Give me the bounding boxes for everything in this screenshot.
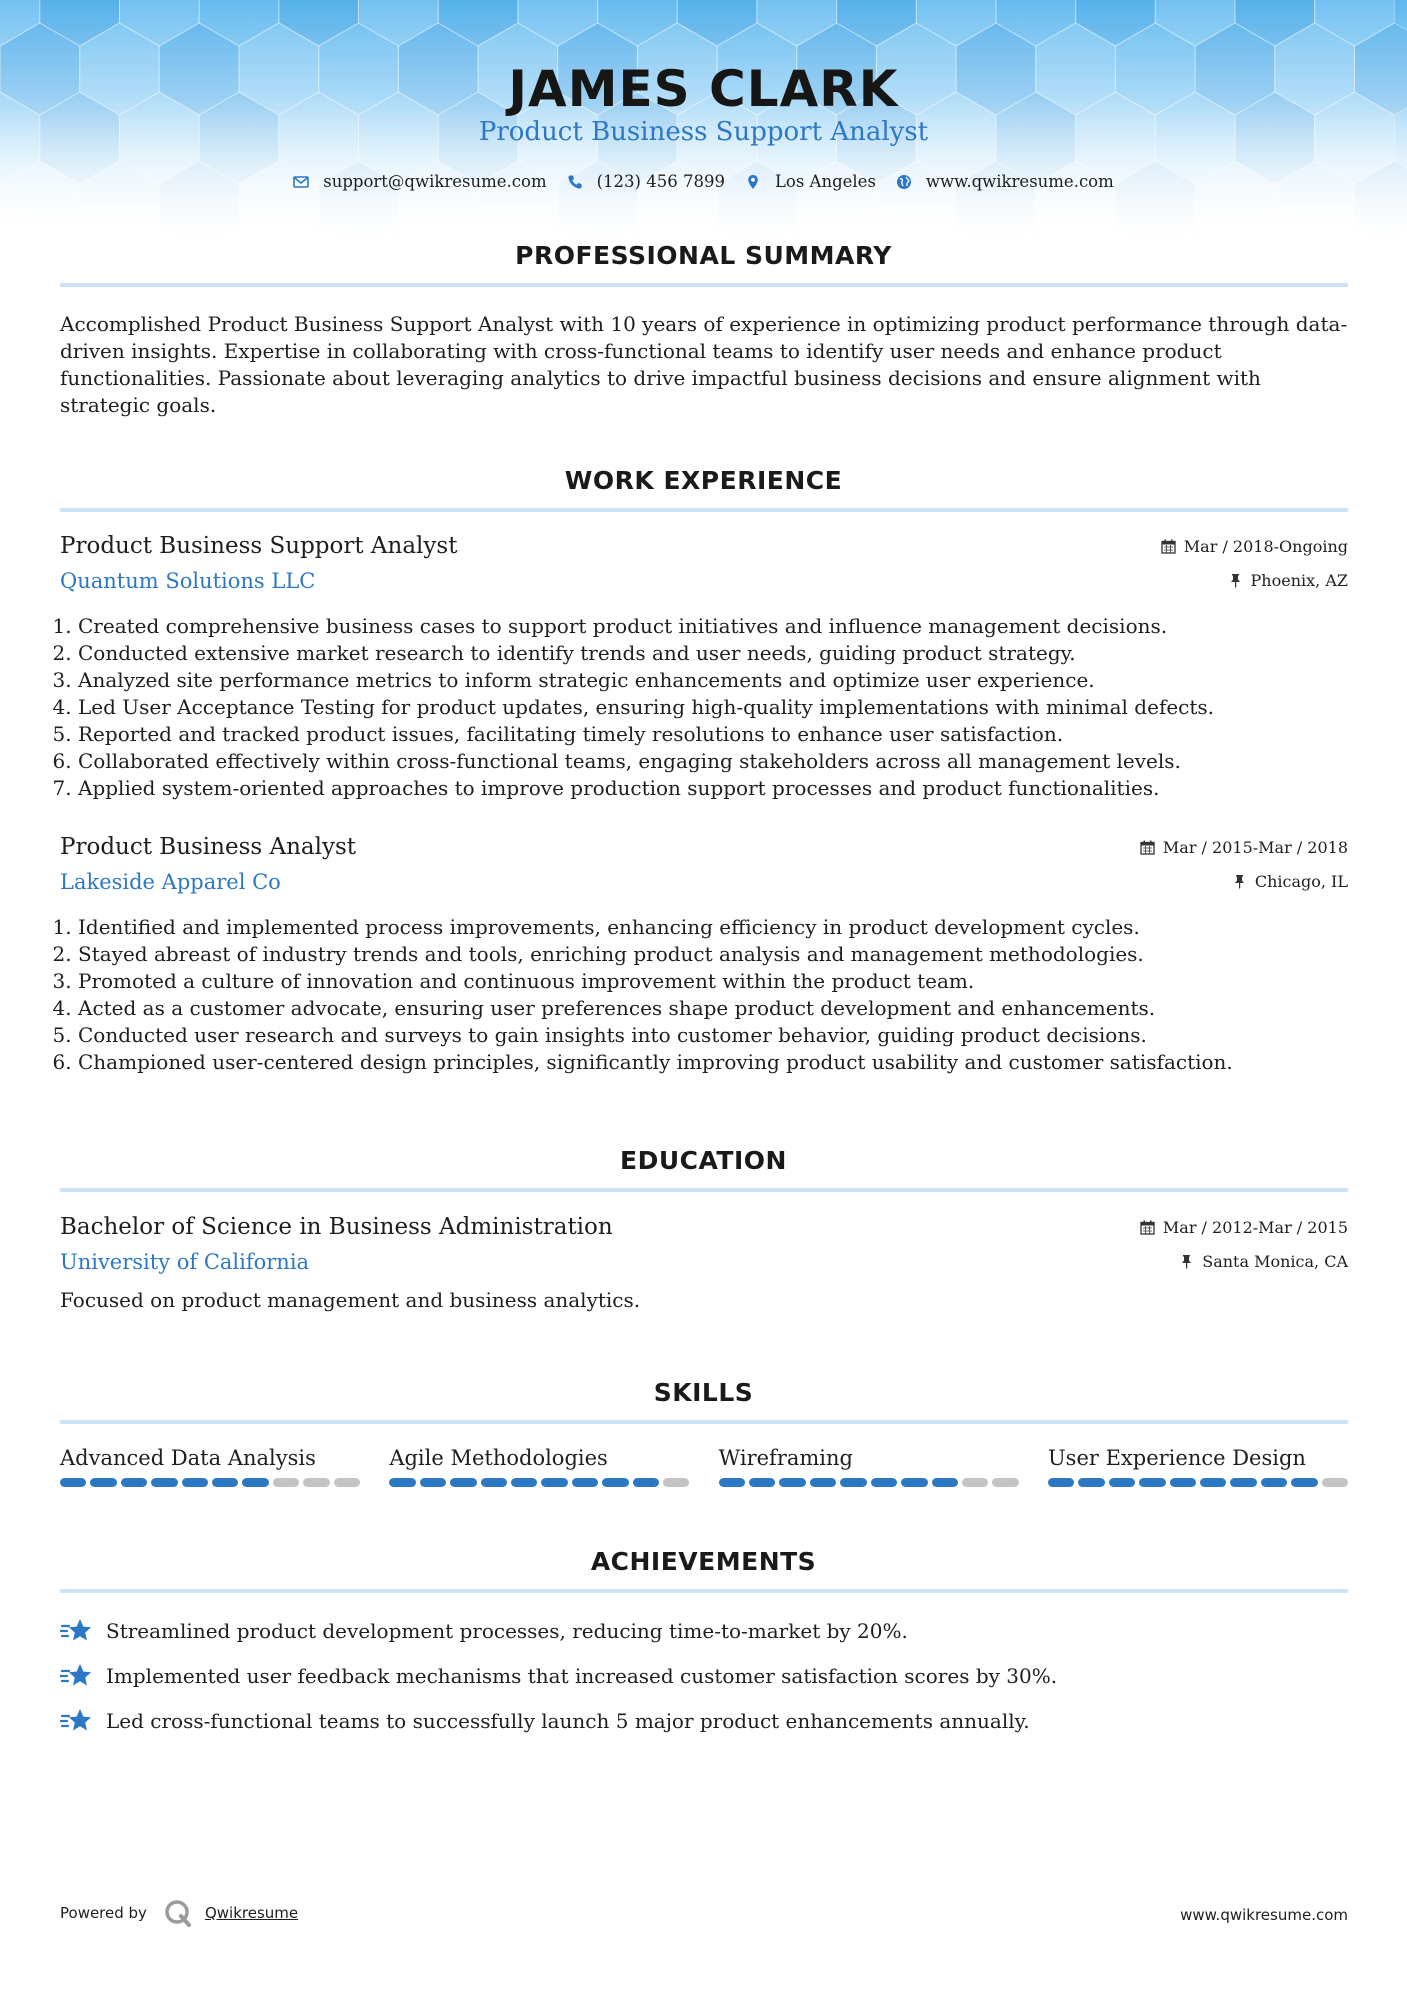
job-bullet: 3. Promoted a culture of innovation and continuous improvement within the product team.	[78, 968, 1348, 995]
candidate-name: JAMES CLARK	[508, 60, 899, 118]
skill-level-segment	[511, 1478, 537, 1487]
skill-item	[1048, 1446, 1348, 1487]
contact-location-text: Los Angeles	[774, 172, 876, 191]
job-location	[1232, 872, 1348, 891]
contact-email-text: support@qwikresume.com	[323, 172, 547, 191]
job-role: Product Business Support Analyst	[60, 533, 458, 559]
shooting-star-icon	[60, 1707, 92, 1735]
job-company: Lakeside Apparel Co	[60, 870, 281, 894]
section-divider	[60, 1420, 1348, 1424]
skill-level-segment	[481, 1478, 507, 1487]
section-divider	[60, 508, 1348, 512]
achievement-item	[60, 1617, 1348, 1645]
education-location	[1179, 1252, 1348, 1271]
pushpin-icon	[1228, 573, 1243, 588]
job-bullets	[60, 914, 1348, 1076]
skill-level-segment	[1261, 1478, 1287, 1487]
skill-level-segment	[151, 1478, 177, 1487]
skill-name: Wireframing	[718, 1446, 853, 1470]
education-description: Focused on product management and business analytics.	[60, 1288, 641, 1312]
contact-phone[interactable]	[567, 172, 725, 191]
achievement-text: Led cross-functional teams to successfully launch 5 major product enhancements annually.	[106, 1709, 1030, 1733]
achievement-item	[60, 1662, 1348, 1690]
job-bullet: 1. Created comprehensive business cases to support product initiatives and influence management decisions.	[78, 613, 1348, 640]
section-title-education: EDUCATION	[620, 1146, 787, 1175]
job-bullet: 2. Conducted extensive market research to identify trends and user needs, guiding product strategy.	[78, 640, 1348, 667]
skill-level-segment	[212, 1478, 238, 1487]
skill-name: Advanced Data Analysis	[60, 1446, 316, 1470]
job-dates-text: Mar / 2015-Mar / 2018	[1162, 838, 1348, 857]
contact-location	[745, 172, 876, 191]
skill-level-segment	[1170, 1478, 1196, 1487]
skills-list	[60, 1446, 1348, 1487]
skill-level-segment	[1230, 1478, 1256, 1487]
footer-powered-by	[60, 1898, 298, 1928]
skill-level-segment	[90, 1478, 116, 1487]
contact-website-text: www.qwikresume.com	[925, 172, 1114, 191]
skill-item	[389, 1446, 689, 1487]
skill-level-segment	[1200, 1478, 1226, 1487]
skill-name: User Experience Design	[1047, 1446, 1306, 1470]
skill-level-segment	[1048, 1478, 1074, 1487]
skill-level-segment	[810, 1478, 836, 1487]
job-bullet: 4. Led User Acceptance Testing for product updates, ensuring high-quality implementations with minimal defects.	[78, 694, 1348, 721]
skill-level-segment	[420, 1478, 446, 1487]
skill-level-segment	[633, 1478, 659, 1487]
section-title-achievements: ACHIEVEMENTS	[590, 1547, 817, 1576]
skill-level-segment	[1139, 1478, 1165, 1487]
job-bullet: 5. Conducted user research and surveys to gain insights into customer behavior, guiding product decisions.	[78, 1022, 1348, 1049]
pushpin-icon	[1179, 1254, 1194, 1269]
skill-level-segment	[992, 1478, 1018, 1487]
education-dates	[1140, 1218, 1348, 1237]
job-bullet: 7. Applied system-oriented approaches to improve production support processes and product functionalities.	[78, 775, 1348, 802]
skill-level-segment	[389, 1478, 415, 1487]
skill-level-segment	[541, 1478, 567, 1487]
job-location	[1228, 571, 1348, 590]
skill-level-segment	[932, 1478, 958, 1487]
skill-level-segment	[962, 1478, 988, 1487]
calendar-icon	[1161, 539, 1176, 554]
globe-icon	[896, 174, 912, 190]
candidate-title: Product Business Support Analyst	[478, 117, 929, 147]
job-entry	[60, 533, 1348, 802]
job-bullet: 6. Collaborated effectively within cross-functional teams, engaging stakeholders across all management levels.	[78, 748, 1348, 775]
job-location-text: Chicago, IL	[1254, 872, 1348, 891]
envelope-icon	[293, 174, 309, 190]
contact-phone-text: (123) 456 7899	[596, 172, 725, 191]
summary-text: Accomplished Product Business Support Analyst with 10 years of experience in optimizing product performance through data-driven insights. Expertise in collaborating with cross-functional teams to identify user needs and enhance product functionalities. Passionate about leveraging analytics to drive impactful business decisions and ensure alignment with strategic goals.	[60, 312, 1348, 417]
section-divider	[60, 283, 1348, 287]
job-entry	[60, 834, 1348, 1076]
skill-level-segment	[60, 1478, 86, 1487]
skill-level-segment	[749, 1478, 775, 1487]
footer-url[interactable]: www.qwikresume.com	[1180, 1906, 1348, 1924]
powered-by-label: Powered by	[60, 1904, 147, 1922]
skill-level-segment	[303, 1478, 329, 1487]
job-dates	[1161, 537, 1348, 556]
section-divider	[60, 1589, 1348, 1593]
skill-name: Agile Methodologies	[389, 1446, 608, 1470]
achievement-item	[60, 1707, 1348, 1735]
job-location-text: Phoenix, AZ	[1250, 571, 1348, 590]
skill-level-bar	[719, 1478, 1019, 1487]
job-bullet: 4. Acted as a customer advocate, ensuring user preferences shape product development and enhancements.	[78, 995, 1348, 1022]
skill-level-segment	[1291, 1478, 1317, 1487]
skill-level-bar	[389, 1478, 689, 1487]
skill-level-segment	[182, 1478, 208, 1487]
skill-level-segment	[334, 1478, 360, 1487]
brand-link[interactable]: Qwikresume	[204, 1904, 299, 1922]
skill-level-segment	[242, 1478, 268, 1487]
job-bullet: 3. Analyzed site performance metrics to inform strategic enhancements and optimize user experience.	[78, 667, 1348, 694]
contact-bar	[0, 172, 1407, 191]
calendar-icon	[1140, 1220, 1155, 1235]
skill-level-segment	[1078, 1478, 1104, 1487]
skill-level-bar	[60, 1478, 360, 1487]
map-pin-icon	[745, 174, 761, 190]
contact-email[interactable]	[293, 172, 546, 191]
education-entry	[60, 1214, 1348, 1312]
skill-level-segment	[572, 1478, 598, 1487]
skill-level-segment	[1109, 1478, 1135, 1487]
skill-level-segment	[602, 1478, 628, 1487]
section-title-skills: SKILLS	[653, 1378, 754, 1407]
achievement-text: Implemented user feedback mechanisms that increased customer satisfaction scores by 30%.	[106, 1664, 1058, 1688]
shooting-star-icon	[60, 1662, 92, 1690]
skill-level-segment	[450, 1478, 476, 1487]
job-role: Product Business Analyst	[60, 834, 357, 860]
skill-level-segment	[273, 1478, 299, 1487]
pushpin-icon	[1232, 874, 1247, 889]
shooting-star-icon	[60, 1617, 92, 1645]
education-school: University of California	[60, 1250, 310, 1274]
job-bullet: 6. Championed user-centered design principles, significantly improving product usability and customer satisfaction.	[78, 1049, 1348, 1076]
section-title-summary: PROFESSIONAL SUMMARY	[515, 241, 892, 270]
education-dates-text: Mar / 2012-Mar / 2015	[1162, 1218, 1348, 1237]
education-degree: Bachelor of Science in Business Administration	[60, 1214, 613, 1240]
job-bullets	[60, 613, 1348, 802]
skill-item	[60, 1446, 360, 1487]
job-bullet: 2. Stayed abreast of industry trends and tools, enriching product analysis and management methodologies.	[78, 941, 1348, 968]
contact-website[interactable]	[896, 172, 1114, 191]
job-bullet: 1. Identified and implemented process improvements, enhancing efficiency in product development cycles.	[78, 914, 1348, 941]
skill-level-segment	[663, 1478, 689, 1487]
skill-level-segment	[840, 1478, 866, 1487]
achievement-text: Streamlined product development processes, reducing time-to-market by 20%.	[106, 1619, 908, 1643]
calendar-icon	[1140, 840, 1155, 855]
job-bullet: 5. Reported and tracked product issues, facilitating timely resolutions to enhance user satisfaction.	[78, 721, 1348, 748]
job-company: Quantum Solutions LLC	[60, 569, 316, 593]
skill-level-segment	[1322, 1478, 1348, 1487]
skill-level-bar	[1048, 1478, 1348, 1487]
qwikresume-logo-icon	[163, 1898, 193, 1928]
job-dates-text: Mar / 2018-Ongoing	[1183, 537, 1348, 556]
section-title-experience: WORK EXPERIENCE	[564, 466, 843, 495]
job-dates	[1140, 838, 1348, 857]
skill-level-segment	[871, 1478, 897, 1487]
section-divider	[60, 1188, 1348, 1192]
skill-level-segment	[121, 1478, 147, 1487]
skill-item	[719, 1446, 1019, 1487]
education-location-text: Santa Monica, CA	[1202, 1252, 1348, 1271]
phone-icon	[567, 174, 583, 190]
skill-level-segment	[901, 1478, 927, 1487]
skill-level-segment	[779, 1478, 805, 1487]
skill-level-segment	[719, 1478, 745, 1487]
